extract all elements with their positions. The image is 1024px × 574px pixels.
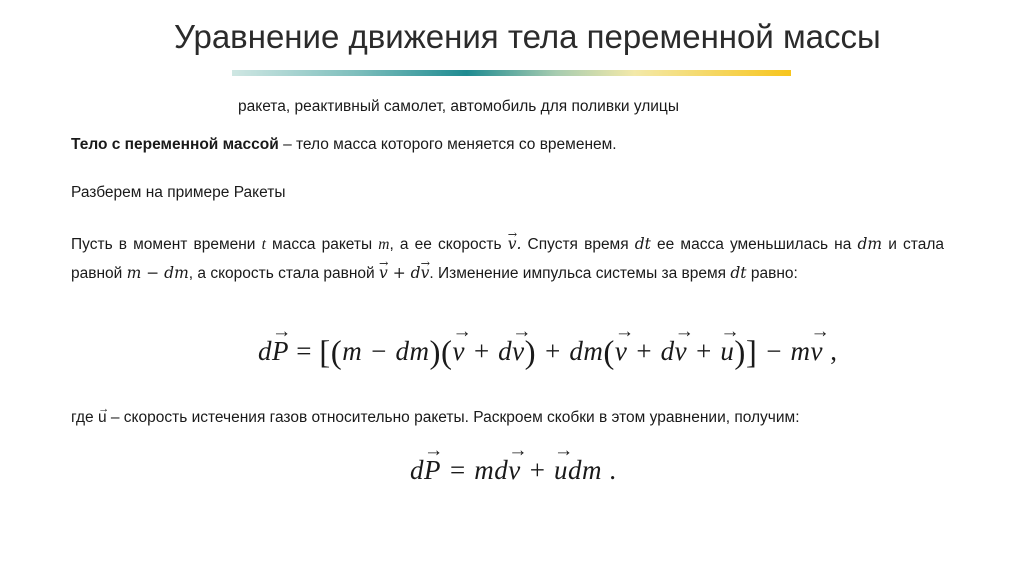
para-text-4: Спустя время xyxy=(521,236,635,253)
eq1-right-bracket: ] xyxy=(745,335,758,371)
vector-v-2: → v xyxy=(379,259,388,287)
eq2-dot: . xyxy=(601,455,617,485)
eq1-rparen-2: ) xyxy=(524,335,537,371)
para-dot: . xyxy=(516,235,522,253)
vector-dv: → v xyxy=(421,259,430,287)
para-text-9: равно: xyxy=(746,265,798,282)
definition-term: Тело с переменной массой xyxy=(71,136,279,153)
examples-line: ракета, реактивный самолет, автомобиль для поливки улицы xyxy=(238,98,679,115)
para-text-2: масса ракеты xyxy=(265,236,379,253)
eq1-vector-v-4: → v xyxy=(675,336,687,367)
eq2-vector-u: → u xyxy=(554,455,568,486)
var-t: t xyxy=(261,236,266,253)
plus-d: + d xyxy=(387,264,421,282)
eq1-lparen-1: ( xyxy=(330,335,343,371)
eq2-plus: + xyxy=(520,455,554,485)
var-m: m xyxy=(378,236,390,253)
eq2-dm: dm xyxy=(567,455,602,485)
eq1-rparen-1: ) xyxy=(429,335,441,371)
eq1-d: d xyxy=(258,336,272,366)
eq1-comma: , xyxy=(823,336,838,366)
para-text-1: Пусть в момент времени xyxy=(71,236,262,253)
eq1-lparen-3: ( xyxy=(603,335,615,371)
definition-text: – тело масса которого меняется со временем. xyxy=(278,136,617,153)
eq1-lparen-2: ( xyxy=(440,335,453,371)
eq1-plus-d-2: + d xyxy=(627,336,675,366)
var-dt-2: dt xyxy=(730,264,747,282)
where-text-2: – скорость истечения газов относительно ракеты. Раскроем скобки в этом уравнении, получим: xyxy=(106,409,800,426)
eq2-vector-v: → v xyxy=(508,455,520,486)
eq1-vector-v-1: → v xyxy=(452,336,464,367)
eq1-rparen-3: ) xyxy=(734,335,746,371)
example-heading: Разберем на примере Ракеты xyxy=(71,184,286,201)
para-text-5: ее масса уменьшилась на xyxy=(650,236,858,253)
eq1-left-bracket: [ xyxy=(319,335,331,371)
where-text-1: где xyxy=(71,409,98,426)
para-text-7: , а скорость стала равной xyxy=(188,265,380,282)
para-text-8: . Изменение импульса системы за время xyxy=(429,265,731,282)
eq1-equals: = xyxy=(289,336,320,366)
eq1-vector-v-2: → v xyxy=(512,336,524,367)
eq2-equals-md: = md xyxy=(441,455,509,485)
title-gradient-bar xyxy=(232,70,791,76)
eq2-vector-P: → P xyxy=(424,455,441,486)
var-m-minus-dm: m − dm xyxy=(126,264,189,282)
para-text-6: и стала равной xyxy=(71,236,945,282)
slide-title: Уравнение движения тела переменной массы xyxy=(174,18,881,55)
momentum-equation-2 xyxy=(410,455,616,486)
eq1-vector-v-5: → v xyxy=(811,336,823,367)
eq1-vector-P: → P xyxy=(272,336,289,367)
var-dm: dm xyxy=(857,235,883,253)
rocket-paragraph xyxy=(71,230,944,288)
eq1-vector-v-3: → v xyxy=(615,336,627,367)
vector-v: → v xyxy=(508,230,517,258)
eq1-vector-u: → u xyxy=(720,336,734,367)
momentum-equation-1 xyxy=(258,335,838,372)
var-dt: dt xyxy=(634,235,651,253)
eq2-d: d xyxy=(410,455,424,485)
eq1-m-minus-dm: m − dm xyxy=(342,336,430,366)
where-vector-u: → u xyxy=(98,404,107,432)
para-text-3: , а ее скорость xyxy=(389,236,508,253)
eq1-plus-3: + xyxy=(687,336,721,366)
eq1-plus-dm: + dm xyxy=(536,336,604,366)
eq1-plus-d-1: + d xyxy=(464,336,513,366)
definition xyxy=(71,131,617,159)
where-paragraph xyxy=(71,404,944,432)
eq1-minus-m: − m xyxy=(757,336,811,366)
